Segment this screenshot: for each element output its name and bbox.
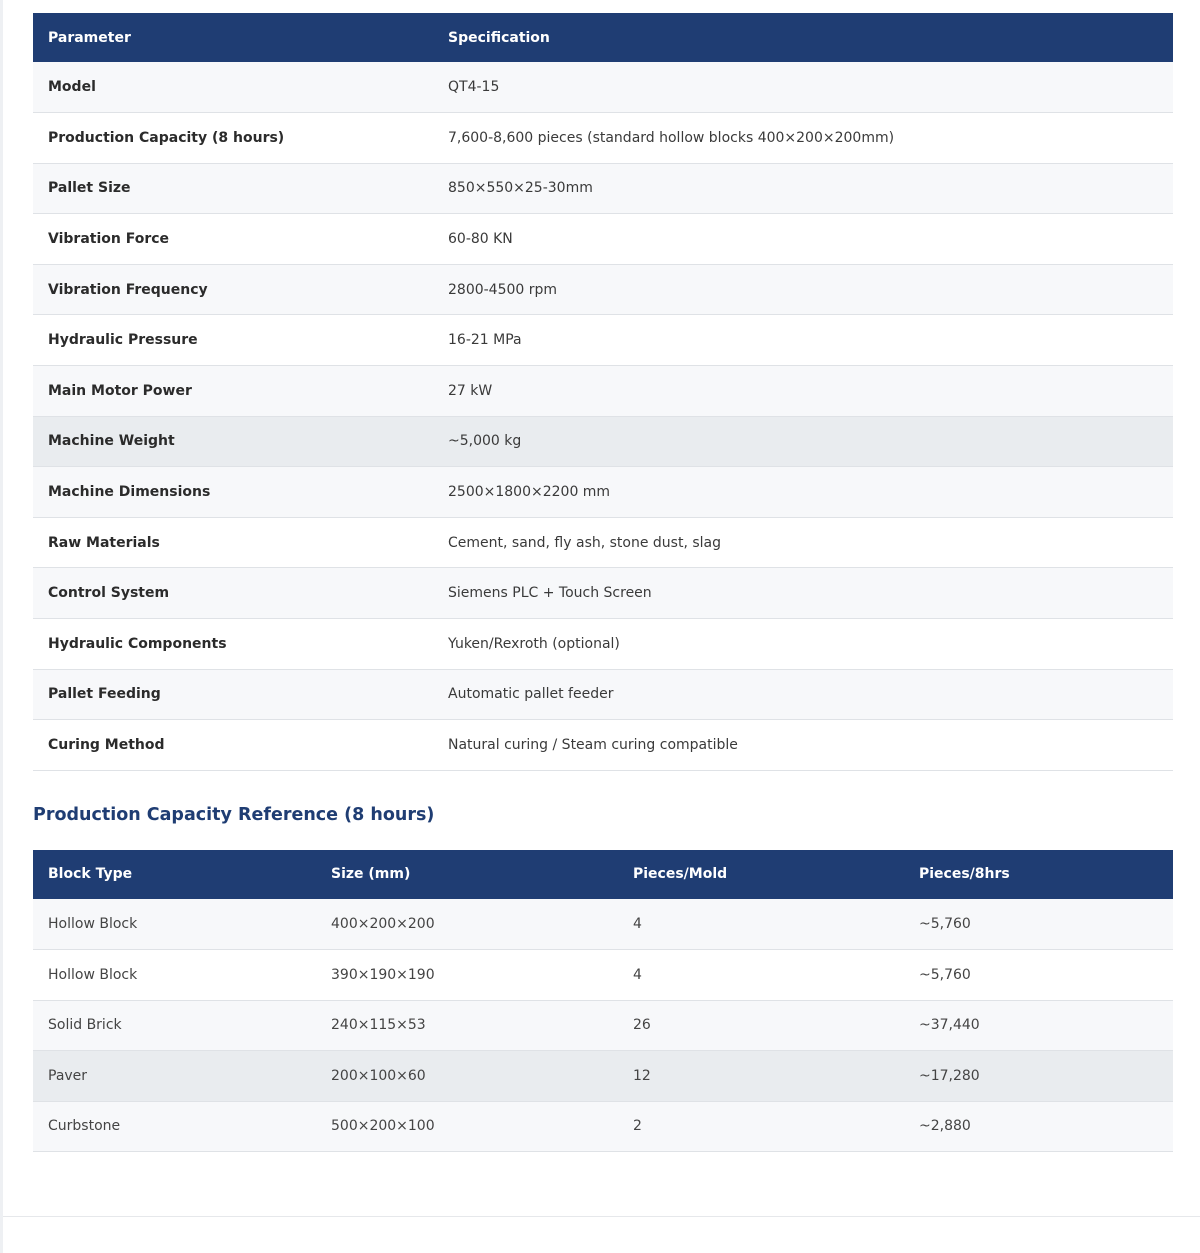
capacity-cell-pieces-mold: 12 (618, 1051, 904, 1102)
spec-param: Curing Method (33, 720, 433, 771)
spec-param: Vibration Frequency (33, 264, 433, 315)
spec-row-main-motor-power (33, 366, 1173, 417)
capacity-header-pieces-mold: Pieces/Mold (633, 866, 728, 883)
spec-param: Pallet Size (33, 163, 433, 214)
spec-table (33, 13, 1173, 771)
spec-row-machine-weight (33, 416, 1173, 467)
table-row (33, 949, 1173, 1000)
table-row (33, 1101, 1173, 1152)
spec-row-control-system (33, 568, 1173, 619)
spec-param: Pallet Feeding (33, 669, 433, 720)
capacity-section-title: Production Capacity Reference (8 hours) (33, 804, 435, 825)
spec-value: Automatic pallet feeder (433, 669, 1173, 720)
spec-value: 7,600-8,600 pieces (standard hollow blocks 400×200×200mm) (433, 113, 1173, 164)
spec-param: Production Capacity (8 hours) (33, 113, 433, 164)
spec-table-header (33, 13, 1173, 62)
spec-row-vibration-force (33, 214, 1173, 265)
spec-param: Hydraulic Pressure (33, 315, 433, 366)
capacity-cell-pieces-8hrs: ~2,880 (904, 1101, 1173, 1152)
table-row (33, 1051, 1173, 1102)
capacity-cell-block-type: Hollow Block (33, 949, 316, 1000)
capacity-header-size: Size (mm) (331, 866, 411, 883)
spec-value: 2800-4500 rpm (433, 264, 1173, 315)
capacity-cell-pieces-8hrs: ~17,280 (904, 1051, 1173, 1102)
spec-param: Raw Materials (33, 517, 433, 568)
capacity-cell-pieces-mold: 4 (618, 899, 904, 950)
spec-param: Control System (33, 568, 433, 619)
spec-value: 2500×1800×2200 mm (433, 467, 1173, 518)
capacity-cell-pieces-8hrs: ~5,760 (904, 899, 1173, 950)
spec-value: Siemens PLC + Touch Screen (433, 568, 1173, 619)
spec-param: Hydraulic Components (33, 619, 433, 670)
spec-value: Cement, sand, fly ash, stone dust, slag (433, 517, 1173, 568)
spec-value: 27 kW (433, 366, 1173, 417)
capacity-cell-size: 500×200×100 (316, 1101, 618, 1152)
spec-param: Machine Weight (33, 416, 433, 467)
spec-value: 60-80 KN (433, 214, 1173, 265)
spec-row-model (33, 62, 1173, 113)
spec-value: 16-21 MPa (433, 315, 1173, 366)
spec-param: Machine Dimensions (33, 467, 433, 518)
capacity-cell-block-type: Solid Brick (33, 1000, 316, 1051)
spec-row-machine-dimensions (33, 467, 1173, 518)
spec-param: Main Motor Power (33, 366, 433, 417)
capacity-cell-pieces-8hrs: ~37,440 (904, 1000, 1173, 1051)
capacity-cell-size: 240×115×53 (316, 1000, 618, 1051)
spec-row-hydraulic-pressure (33, 315, 1173, 366)
spec-row-pallet-feeding (33, 669, 1173, 720)
spec-header-parameter: Parameter (48, 29, 131, 46)
spec-row-curing-method (33, 720, 1173, 771)
spec-row-vibration-frequency (33, 264, 1173, 315)
capacity-cell-block-type: Paver (33, 1051, 316, 1102)
spec-row-raw-materials (33, 517, 1173, 568)
spec-header-specification: Specification (448, 29, 550, 46)
spec-value: Yuken/Rexroth (optional) (433, 619, 1173, 670)
spec-value: 850×550×25-30mm (433, 163, 1173, 214)
spec-param: Model (33, 62, 433, 113)
footer-divider (3, 1216, 1200, 1217)
spec-value: ~5,000 kg (433, 416, 1173, 467)
spec-value: Natural curing / Steam curing compatible (433, 720, 1173, 771)
capacity-cell-size: 390×190×190 (316, 949, 618, 1000)
capacity-header-block-type: Block Type (48, 866, 133, 883)
capacity-cell-pieces-mold: 26 (618, 1000, 904, 1051)
capacity-cell-size: 400×200×200 (316, 899, 618, 950)
table-row (33, 1000, 1173, 1051)
capacity-cell-pieces-mold: 4 (618, 949, 904, 1000)
spec-row-hydraulic-components (33, 619, 1173, 670)
capacity-table (33, 850, 1173, 1152)
spec-row-production-capacity (33, 113, 1173, 164)
spec-param: Vibration Force (33, 214, 433, 265)
table-row (33, 899, 1173, 950)
capacity-cell-pieces-8hrs: ~5,760 (904, 949, 1173, 1000)
capacity-cell-block-type: Curbstone (33, 1101, 316, 1152)
content (33, 13, 1173, 1152)
capacity-table-header (33, 850, 1173, 899)
capacity-cell-pieces-mold: 2 (618, 1101, 904, 1152)
capacity-cell-block-type: Hollow Block (33, 899, 316, 950)
capacity-header-pieces-8hrs: Pieces/8hrs (919, 866, 1010, 883)
spec-value: QT4-15 (433, 62, 1173, 113)
capacity-cell-size: 200×100×60 (316, 1051, 618, 1102)
spec-row-pallet-size (33, 163, 1173, 214)
